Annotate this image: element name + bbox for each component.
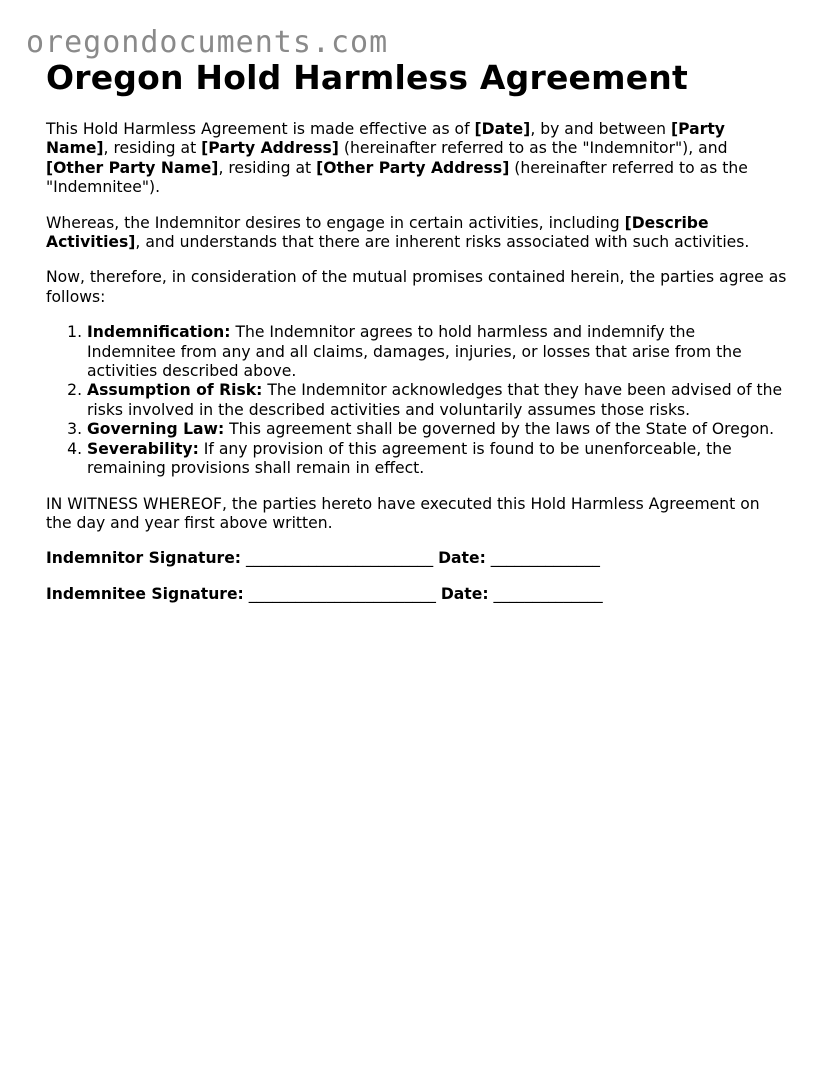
intro-text-4: (hereinafter referred to as the "Indemnitor"), and: [338, 139, 728, 158]
intro-text-6: (hereinafter referred to as the "Indemnitee").: [46, 158, 748, 197]
clause-text: This agreement shall be governed by the laws of the State of Oregon.: [224, 420, 775, 439]
clause-heading: Severability:: [87, 439, 199, 458]
clause-item: [87, 420, 788, 439]
indemnitor-signature-line: [46, 549, 788, 568]
indemnitee-signature-blank: ________________________: [243, 584, 441, 603]
whereas-paragraph: [46, 214, 788, 253]
intro-text-5: , residing at: [218, 158, 317, 177]
intro-text-1: This Hold Harmless Agreement is made effective as of: [46, 120, 475, 138]
indemnitee-signature-label: Indemnitee Signature:: [46, 584, 244, 603]
indemnitor-date-label: Date:: [438, 549, 486, 568]
activities-placeholder: [Describe Activities]: [46, 213, 709, 252]
witness-paragraph: IN WITNESS WHEREOF, the parties hereto have executed this Hold Harmless Agreement on the day and year first above written.: [46, 494, 760, 532]
site-watermark: oregondocuments.com: [26, 25, 389, 60]
whereas-text-2: , and understands that there are inherent risks associated with such activities.: [135, 233, 750, 252]
clause-item: [87, 381, 788, 420]
indemnitee-date-label: Date:: [440, 584, 489, 603]
intro-text-2: , by and between: [530, 120, 671, 138]
intro-text-3: , residing at: [103, 139, 202, 158]
other-party-address-placeholder: [Other Party Address]: [316, 158, 510, 177]
clause-list: [46, 323, 788, 478]
now-therefore-paragraph: Now, therefore, in consideration of the mutual promises contained herein, the parties agree as follows:: [46, 268, 787, 306]
party-name-placeholder: [Party Name]: [46, 120, 725, 158]
clause-heading: Indemnification:: [87, 323, 231, 342]
whereas-text-1: Whereas, the Indemnitor desires to engage in certain activities, including: [46, 213, 625, 232]
clause-text: The Indemnitor agrees to hold harmless and indemnify the Indemnitee from any and all claims, damages, injuries, or losses that arise from the activities described above.: [87, 323, 742, 381]
intro-paragraph: [46, 120, 788, 198]
indemnitee-signature-line: [46, 585, 788, 604]
other-party-name-placeholder: [Other Party Name]: [46, 158, 219, 177]
clause-item: [87, 440, 788, 479]
document-title: Oregon Hold Harmless Agreement: [46, 58, 688, 97]
indemnitee-date-blank: ______________: [488, 584, 603, 603]
clause-heading: Assumption of Risk:: [87, 381, 263, 400]
party-address-placeholder: [Party Address]: [201, 139, 339, 158]
clause-heading: Governing Law:: [87, 420, 225, 439]
date-placeholder: [Date]: [474, 120, 531, 138]
document-page: [46, 58, 788, 604]
indemnitor-signature-label: Indemnitor Signature:: [46, 549, 242, 568]
indemnitor-date-blank: ______________: [485, 549, 600, 568]
clause-text: The Indemnitor acknowledges that they have been advised of the risks involved in the described activities and voluntarily assumes those risks.: [87, 381, 783, 419]
clause-item: [87, 323, 788, 381]
clause-text: If any provision of this agreement is found to be unenforceable, the remaining provisions shall remain in effect.: [87, 439, 732, 478]
indemnitor-signature-blank: ________________________: [241, 549, 439, 568]
